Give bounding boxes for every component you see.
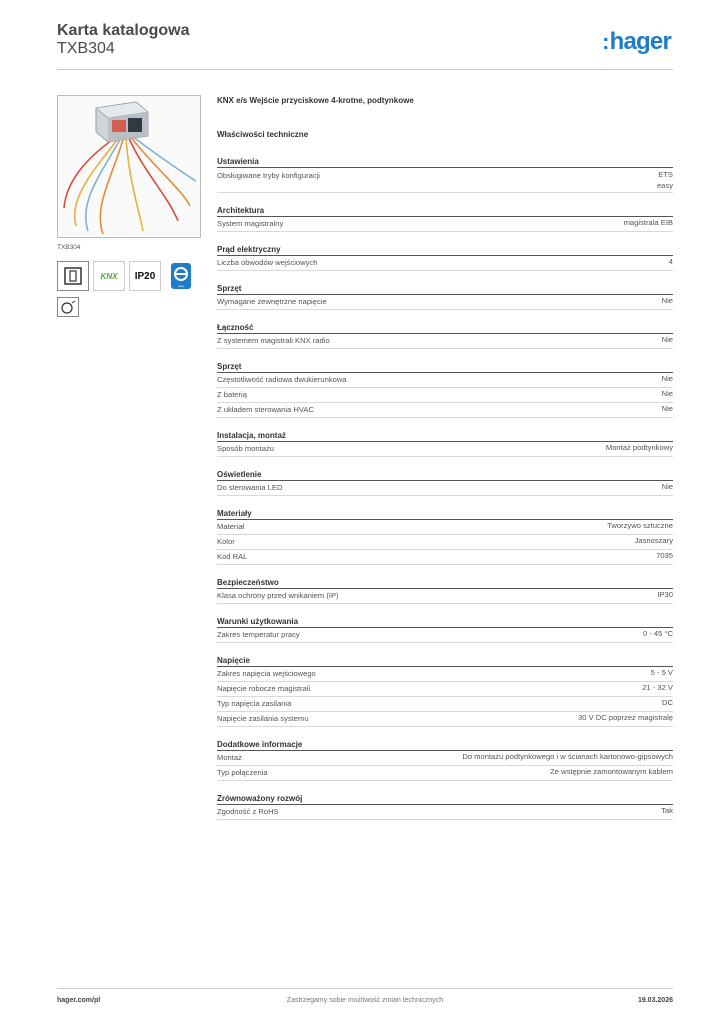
property-row [217,628,673,643]
property-value-item: Nie [661,482,673,491]
property-row [217,388,673,403]
property-value [662,295,673,309]
property-value [462,751,673,765]
property-value [607,520,673,534]
property-row [217,403,673,418]
property-value [656,550,673,564]
property-label: Typ napięcia zasilania [217,699,292,708]
property-value [669,256,673,270]
property-row [217,751,673,766]
property-value-item: 7035 [656,551,673,560]
property-value [624,217,673,231]
property-label: Napięcie robocze magistrali [217,684,311,693]
section-title: Warunki użytkowania [217,616,673,628]
footer-divider [57,988,673,989]
property-value-item: ETS [658,170,673,179]
property-value [651,667,673,681]
property-value-item: 0 - 45 °C [642,629,673,638]
property-label: Kolor [217,537,235,546]
section-title: Bezpieczeństwo [217,577,673,589]
property-value-item: Ze wstępnie zamontowanym kablem [550,767,673,776]
property-value [635,535,673,549]
property-value [578,712,673,726]
property-section [217,655,673,727]
section-title: Materiały [217,508,673,520]
property-section [217,205,673,232]
property-section [217,739,673,781]
property-section [217,469,673,496]
property-value [662,697,673,711]
property-row [217,805,673,820]
property-value [662,388,673,402]
property-section [217,508,673,565]
property-value-item: Tak [661,806,673,815]
section-title: Prąd elektryczny [217,244,673,256]
property-section [217,283,673,310]
hager-logo: :hager [602,28,671,55]
property-label: Częstotliwość radiowa dwukierunkowa [217,375,347,384]
property-label: Zgodność z RoHS [217,807,279,816]
property-row [217,295,673,310]
page-header [57,20,673,70]
property-value-item: Jasnoszary [634,536,673,545]
property-value-item: 4 [668,257,673,266]
property-section [217,793,673,820]
section-title: Łączność [217,322,673,334]
property-value-item: 21 - 32 V [642,683,673,692]
website-link[interactable]: hager.com/pl [57,997,101,1004]
property-row [217,481,673,496]
page-footer [57,997,673,1009]
mounting-box-icon [57,261,89,291]
ip20-icon: IP20 [129,261,161,291]
product-image [57,95,201,238]
certification-badges [57,261,203,291]
section-title: Dodatkowe informacje [217,739,673,751]
disclaimer-text: Zastrzegamy sobie możliwość zmian technicznych [286,997,444,1004]
property-section [217,322,673,349]
section-title: Architektura [217,205,673,217]
property-value-item: Nie [661,404,673,413]
property-section [217,430,673,457]
property-row [217,712,673,727]
property-value [661,805,673,819]
property-value [643,628,673,642]
property-value-item: magistrala EIB [623,218,673,227]
property-value-item: DC [662,698,673,707]
property-value-item: Nie [661,389,673,398]
property-value [662,334,673,348]
property-label: Materiał [217,522,245,531]
property-value [657,169,673,191]
property-row [217,520,673,535]
section-title: Zrównoważony rozwój [217,793,673,805]
property-row [217,667,673,682]
property-value [550,766,673,780]
section-title: Sprzęt [217,361,673,373]
property-row [217,697,673,712]
property-value [662,373,673,387]
property-section [217,577,673,604]
document-title: Karta katalogowa [57,22,190,39]
property-value-item: Nie [661,335,673,344]
property-sections [217,156,673,820]
property-label: Z układem sterowania HVAC [217,405,314,414]
property-value-item: 30 V DC poprzez magistralę [578,713,673,722]
property-row [217,550,673,565]
property-label: Montaż [217,753,242,762]
property-label: Do sterowania LED [217,483,283,492]
section-title: Ustawienia [217,156,673,168]
product-details [217,96,673,820]
property-value-item: 5 - 5 V [650,668,673,677]
property-row [217,589,673,604]
product-name: KNX e/s Wejście przyciskowe 4-krotne, podtynkowe [217,96,414,105]
property-label: Zakres napięcia wejściowego [217,669,316,678]
section-title: Napięcie [217,655,673,667]
property-label: Z systemem magistrali KNX radio [217,336,330,345]
property-label: Obsługiwane tryby konfiguracji [217,171,320,180]
property-row [217,766,673,781]
property-section [217,156,673,193]
property-label: Napięcie zasilania systemu [217,714,309,723]
property-section [217,244,673,271]
property-row [217,217,673,232]
property-value [662,481,673,495]
section-title: Instalacja, montaż [217,430,673,442]
product-code: TXB304 [57,40,115,57]
property-row [217,256,673,271]
knx-logo-icon: KNX [93,261,125,291]
property-value-item: Do montażu podtynkowego i w ścianach kartonowo-gipsowych [462,752,673,761]
property-label: Klasa ochrony przed wnikaniem (IP) [217,591,339,600]
property-label: Wymagane zewnętrzne napięcie [217,297,327,306]
easy-logo-icon: easy [165,261,197,291]
image-caption: TXB304 [57,244,81,251]
property-value-item: IP30 [657,590,673,599]
property-value-item: Montaż podtynkowy [605,443,673,452]
property-value-item: Tworzywo sztuczne [607,521,673,530]
section-title: Sprzęt [217,283,673,295]
property-label: System magistralny [217,219,284,228]
property-value [642,682,673,696]
property-label: Kod RAL [217,552,248,561]
property-value [606,442,673,456]
property-label: Liczba obwodów wejściowych [217,258,318,267]
property-label: Zakres temperatur pracy [217,630,300,639]
property-value-item: Nie [661,296,673,305]
property-value [662,403,673,417]
property-row [217,168,673,193]
flush-mount-icon [57,297,79,317]
property-label: Z baterią [217,390,247,399]
property-section [217,616,673,643]
property-row [217,373,673,388]
property-value-item: Nie [661,374,673,383]
property-section [217,361,673,418]
property-row [217,682,673,697]
product-media [57,95,203,317]
property-value [657,589,673,603]
document-date: 19.03.2026 [637,997,673,1004]
header-divider [57,69,673,70]
section-title: Oświetlenie [217,469,673,481]
property-row [217,334,673,349]
installation-badges [57,297,203,317]
property-label: Typ połączenia [217,768,268,777]
property-label: Sposób montażu [217,444,274,453]
property-row [217,442,673,457]
property-row [217,535,673,550]
property-value-item: easy [656,181,673,190]
technical-properties-title: Właściwości techniczne [217,130,309,139]
